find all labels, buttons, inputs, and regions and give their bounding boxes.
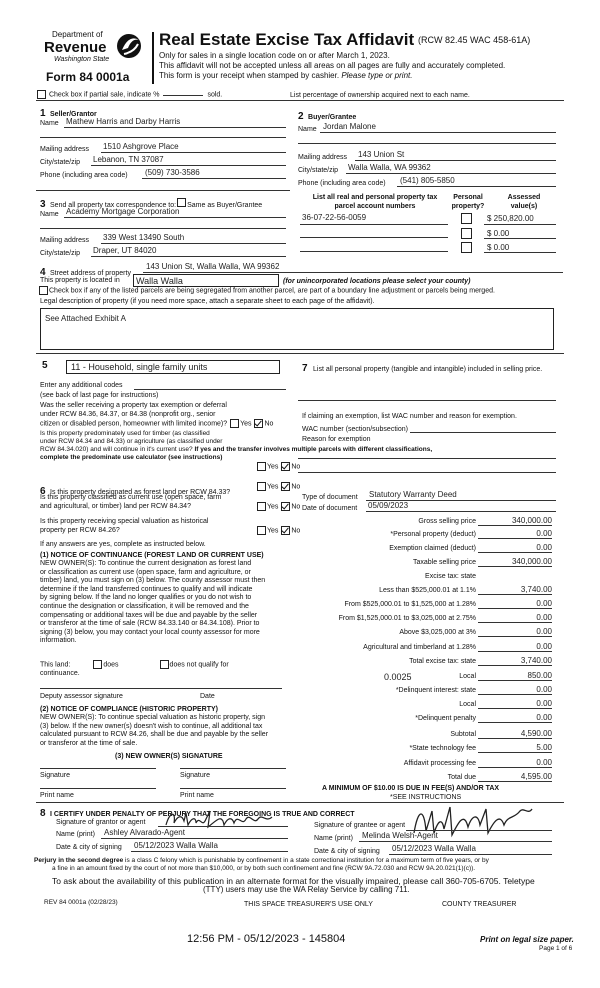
doc-date-field[interactable]: 05/09/2023 — [368, 501, 409, 510]
tax-row-label: Excise tax: state — [425, 573, 476, 580]
revision-label: REV 84 0001a (02/28/23) — [44, 899, 118, 906]
header-divider — [152, 32, 154, 84]
sec5-number: 5 — [42, 360, 48, 371]
grantee-date-field[interactable]: 05/12/2023 Walla Walla — [392, 844, 476, 853]
local-rate-field[interactable]: 0.0025 — [384, 672, 412, 682]
tax-row-underline — [478, 608, 552, 609]
buyer-name-field[interactable]: Jordan Malone — [323, 122, 376, 131]
segregated-row: Check box if any of the listed parcels are being segregated from another parcel, are part of a boundary line adjustment or parcels being merged. — [38, 286, 495, 295]
tax-row-underline — [478, 525, 552, 526]
seller-heading: 1 Seller/Grantor — [40, 108, 97, 119]
assessed-value-header: Assessed value(s) — [507, 194, 541, 210]
corr-address-label: Mailing address — [40, 237, 90, 244]
tax-row-label: *Delinquent penalty — [415, 715, 476, 722]
owner-signature-1-label: Signature — [40, 772, 70, 779]
any-yes-note: If any answers are yes, complete as instructed below. — [40, 541, 206, 548]
tax-row-label: *Personal property (deduct) — [390, 531, 476, 538]
assessed-value-3[interactable]: $ 0.00 — [487, 243, 510, 252]
tax-row-underline — [478, 738, 552, 739]
tax-row-underline — [478, 708, 552, 709]
tax-row-underline — [478, 781, 552, 782]
alternate-format-note: To ask about the availability of this publication in an alternate format for the visually impaired, please call 360-705-6705. Teletype — [52, 876, 535, 886]
street-heading: 4 Street address of property — [40, 267, 131, 278]
buyer-address-label: Mailing address — [298, 154, 348, 161]
historic-question: Is this property receiving special valuation as historical property per RCW 84.26? — [40, 518, 209, 534]
page-number: Page 1 of 6 — [539, 945, 573, 952]
seller-phone-field[interactable]: (509) 730-3586 — [145, 168, 200, 177]
tax-row-label: Taxable selling price — [412, 559, 476, 566]
legal-description-box[interactable]: See Attached Exhibit A — [40, 308, 554, 350]
timber-question: Is this property predominately used for timber (as classified under RCW 84.34 and 84.33) or agriculture (as classified under RCW 84.34.020) and will continue in it's current use? If yes and the transfer involves multiple parcels with different classifications, complete the predominate use calculator (see instructions) — [40, 430, 433, 461]
tax-row-value[interactable]: 340,000.00 — [511, 516, 552, 525]
certify-heading: 8 I CERTIFY UNDER PENALTY OF PERJURY THAT THE FOREGOING IS TRUE AND CORRECT — [40, 808, 355, 819]
ownership-note: List percentage of ownership acquired next to each name. — [290, 92, 470, 99]
see-instructions-note: *SEE INSTRUCTIONS — [390, 794, 462, 801]
deputy-date-label: Date — [200, 693, 215, 700]
seller-name-label: Name — [40, 120, 59, 127]
notice-continuance-text: NEW OWNER(S): To continue the current designation as forest land or classification as current use (open space, farm and agriculture, or timber) land, you must sign on (3) below. The county assessor must then determine if the land transferred continues to qualify and will indicate by signing below. If the land no longer qualifies or you do not wish to continue the designation or classification, it will be removed and the compensating or additional taxes will be due and payable by the seller or transferor at the time of sale (RCW 84.33.140 or 84.34.108). Prior to signing (3) below, you may contact your local county assessor for more information. — [40, 560, 266, 645]
location-select[interactable]: Walla Walla — [133, 274, 279, 287]
dept-line2: Revenue — [44, 39, 107, 56]
forest-question: 6 Is this property designated as forest land per RCW 84.33? — [40, 486, 231, 497]
corr-city-label: City/state/zip — [40, 250, 81, 257]
buyer-city-label: City/state/zip — [298, 167, 339, 174]
seller-city-field[interactable]: Lebanon, TN 37087 — [93, 155, 164, 164]
forest-answer: Yes No — [256, 482, 300, 491]
tax-row-label: *State technology fee — [409, 745, 476, 752]
tax-row-underline — [478, 622, 552, 623]
form-title: Real Estate Excise Tax Affidavit — [159, 30, 415, 49]
legal-size-note: Print on legal size paper. — [480, 935, 574, 944]
seller-address-field[interactable]: 1510 Ashgrove Place — [103, 142, 179, 151]
tax-row-value[interactable]: 0.00 — [536, 599, 552, 608]
tax-row-value[interactable]: 0.00 — [536, 758, 552, 767]
tax-row-label: Less than $525,000.01 at 1.1% — [379, 587, 476, 594]
tax-row-value[interactable]: 0.00 — [536, 685, 552, 694]
grantor-date-field[interactable]: 05/12/2023 Walla Walla — [134, 841, 218, 850]
seller-name-field[interactable]: Mathew Harris and Darby Harris — [66, 117, 181, 126]
notice-continuance-title: (1) NOTICE OF CONTINUANCE (FOREST LAND OR CURRENT USE) — [40, 552, 264, 559]
tax-row-value[interactable]: 4,590.00 — [520, 729, 552, 738]
tax-row-underline — [478, 594, 552, 595]
treasurer-use-label: THIS SPACE TREASURER'S USE ONLY — [244, 901, 373, 908]
tax-row-underline — [478, 767, 552, 768]
historic-yes-checkbox[interactable] — [257, 526, 266, 535]
see-instructions: (see back of last page for instructions) — [40, 392, 159, 399]
timber-no-checkbox[interactable] — [281, 462, 290, 471]
partial-sale-checkbox[interactable] — [37, 90, 46, 99]
owner-print-name-2-label: Print name — [180, 792, 214, 799]
current-use-answer: Yes No — [256, 502, 300, 511]
tax-row-value[interactable]: 0.00 — [536, 699, 552, 708]
location-label: This property is located in — [40, 277, 120, 284]
grantee-name-field[interactable]: Melinda Welsh-Agent — [362, 831, 438, 840]
tax-row-label: Local — [459, 673, 476, 680]
tax-row-underline — [478, 651, 552, 652]
same-as-buyer-checkbox[interactable] — [177, 198, 186, 207]
does-qualify-checkbox[interactable] — [93, 660, 102, 669]
forest-yes-checkbox[interactable] — [257, 482, 266, 491]
tax-row-value[interactable]: 5.00 — [536, 743, 552, 752]
perjury-line2: a fine in an amount fixed by the court of not more than $10,000, or by both such confinement and fine (RCW 9A.72.030 and RCW 9A.20.021(1)(c)). — [52, 865, 476, 872]
segregated-checkbox[interactable] — [39, 286, 48, 295]
buyer-phone-field[interactable]: (541) 805-5850 — [400, 176, 455, 185]
tax-row-value[interactable]: 0.00 — [536, 642, 552, 651]
tty-note: (TTY) users may use the WA Relay Service by calling 711. — [203, 885, 410, 894]
current-use-question: Is this property classified as current use (open space, farm and agricultural, or timber) land per RCW 84.34? — [40, 494, 222, 510]
wac-number-label: WAC number (section/subsection) — [302, 426, 408, 433]
exemption-yes-checkbox[interactable] — [230, 419, 239, 428]
additional-codes-label: Enter any additional codes — [40, 382, 123, 389]
tax-row-value[interactable]: 3,740.00 — [520, 656, 552, 665]
tax-row-underline — [478, 722, 552, 723]
seller-city-label: City/state/zip — [40, 159, 81, 166]
header-line1: Only for sales in a single location code on or after March 1, 2023. — [159, 51, 390, 60]
timber-answer: Yes No — [256, 462, 300, 471]
form-rcw: (RCW 82.45 WAC 458-61A) — [418, 35, 531, 45]
personal-property-checkbox-2[interactable] — [461, 228, 472, 239]
notice-compliance-text: NEW OWNER(S): To continue special valuation as historic property, sign (3) below. If the new owner(s) doesn't wish to continue, all additional tax calculated pursuant to RCW 84.26, shall be due and payable by the seller or transferor at the time of sale. — [40, 714, 269, 747]
tax-row-value[interactable]: 0.00 — [536, 613, 552, 622]
grantee-date-label: Date & city of signing — [314, 848, 380, 855]
street-address-field[interactable]: 143 Union St, Walla Walla, WA 99362 — [146, 262, 280, 271]
tax-row-underline — [478, 552, 552, 553]
doc-type-field[interactable]: Statutory Warranty Deed — [369, 490, 457, 499]
tax-row-value[interactable]: 850.00 — [527, 671, 552, 680]
sec7-number: 7 — [302, 363, 308, 374]
exemption-no-checkbox[interactable] — [254, 419, 263, 428]
seller-address-label: Mailing address — [40, 146, 90, 153]
assessed-value-2[interactable]: $ 0.00 — [487, 229, 510, 238]
buyer-heading: 2 Buyer/Grantee — [298, 111, 357, 122]
tax-row-label: Agricultural and timberland at 1.28% — [363, 644, 476, 651]
county-treasurer-label: COUNTY TREASURER — [442, 901, 517, 908]
tax-row-label: Local — [459, 701, 476, 708]
tax-row-label: Gross selling price — [418, 518, 476, 525]
buyer-name-label: Name — [298, 126, 317, 133]
current-use-no-checkbox[interactable] — [281, 502, 290, 511]
tax-row-underline — [478, 680, 552, 681]
receipt-stamp: 12:56 PM - 05/12/2023 - 145804 — [187, 933, 346, 945]
tax-row-label: *Delinquent interest: state — [395, 687, 476, 694]
tax-row-label: Subtotal — [450, 731, 476, 738]
buyer-address-field[interactable]: 143 Union St — [358, 150, 405, 159]
personal-property-checkbox-1[interactable] — [461, 213, 472, 224]
revenue-swoosh-icon — [114, 30, 144, 62]
grantor-name-label: Name (print) — [56, 831, 95, 838]
tax-row-underline — [478, 636, 552, 637]
tax-row-label: Affidavit processing fee — [403, 760, 476, 767]
tax-row-underline — [478, 538, 552, 539]
tax-row-label: Above $3,025,000 at 3% — [399, 629, 476, 636]
tax-row-value[interactable]: 4,595.00 — [520, 772, 552, 781]
form-number: Form 84 0001a — [46, 70, 130, 84]
personal-property-header: Personal property? — [451, 194, 485, 210]
grantor-signature-label: Signature of grantor or agent — [56, 819, 146, 826]
tax-row-value[interactable]: 0.00 — [536, 627, 552, 636]
notice-compliance-title: (2) NOTICE OF COMPLIANCE (HISTORIC PROPERTY) — [40, 706, 218, 713]
corr-name-label: Name — [40, 211, 59, 218]
header-line2: This affidavit will not be accepted unless all areas on all pages are fully and accurately completed. — [159, 61, 506, 70]
forest-no-checkbox[interactable] — [281, 482, 290, 491]
seller-phone-label: Phone (including area code) — [40, 172, 128, 179]
partial-sale-row: Check box if partial sale, indicate % sold. — [36, 90, 222, 99]
historic-no-checkbox[interactable] — [281, 526, 290, 535]
corr-heading: 3 Send all property tax correspondence to: Same as Buyer/Grantee — [40, 199, 263, 210]
doc-date-label: Date of document — [302, 505, 358, 512]
tax-row-label: Exemption claimed (deduct) — [389, 545, 476, 552]
tax-row-value[interactable]: 340,000.00 — [511, 557, 552, 566]
corr-address-field[interactable]: 339 West 13490 South — [103, 233, 185, 242]
corr-name-field[interactable]: Academy Mortgage Corporation — [66, 207, 180, 216]
personal-property-title: List all personal property (tangible and intangible) included in selling price. — [313, 366, 543, 373]
tax-row-value[interactable]: 0.00 — [536, 543, 552, 552]
dept-line1: Department of — [52, 30, 103, 39]
continuance-label: continuance. — [40, 670, 80, 677]
tax-row-label: From $525,000.01 to $1,525,000 at 1.28% — [344, 601, 476, 608]
parcels-header: List all real and personal property tax parcel account numbers — [312, 194, 438, 210]
tax-row-underline — [478, 566, 552, 567]
tax-row-underline — [478, 694, 552, 695]
current-use-yes-checkbox[interactable] — [257, 502, 266, 511]
location-note: (for unincorporated locations please select your county) — [283, 278, 471, 285]
doc-type-label: Type of document — [302, 494, 358, 501]
timber-yes-checkbox[interactable] — [257, 462, 266, 471]
assessed-value-1[interactable]: $ 250,820.00 — [487, 214, 534, 223]
claim-exemption-label: If claiming an exemption, list WAC number and reason for exemption. — [302, 413, 517, 420]
minimum-due-notice: A MINIMUM OF $10.00 IS DUE IN FEE(S) AND/OR TAX — [322, 785, 500, 792]
tax-row-underline — [478, 752, 552, 753]
personal-property-checkbox-3[interactable] — [461, 242, 472, 253]
buyer-city-field[interactable]: Walla Walla, WA 99362 — [348, 163, 431, 172]
owner-print-name-1-label: Print name — [40, 792, 74, 799]
exemption-question: Was the seller receiving a property tax exemption or deferral under RCW 84.36, 84.37, or 84.38 (nonprofit org., senior citizen or disabled person, homeowner with limited income)? Yes No — [40, 402, 274, 428]
tax-row-value[interactable]: 0.00 — [536, 529, 552, 538]
grantor-name-field[interactable]: Ashley Alvarado-Agent — [104, 828, 185, 837]
new-owner-signature-title: (3) NEW OWNER(S) SIGNATURE — [115, 753, 223, 760]
tax-row-label: From $1,525,000.01 to $3,025,000 at 2.75% — [338, 615, 476, 622]
grantee-name-label: Name (print) — [314, 835, 353, 842]
reason-label: Reason for exemption — [302, 436, 371, 443]
tax-row-value[interactable]: 3,740.00 — [520, 585, 552, 594]
owner-signature-2-label: Signature — [180, 772, 210, 779]
tax-row-underline — [478, 665, 552, 666]
perjury-line1: Perjury in the second degree is a class C felony which is punishable by confinement in a state correctional institution for a maximum term of five years, or by — [34, 857, 489, 864]
land-use-code-select[interactable]: 11 - Household, single family units — [66, 360, 280, 374]
corr-city-field[interactable]: Draper, UT 84020 — [93, 246, 157, 255]
parcel-number-1[interactable]: 36-07-22-56-0059 — [302, 213, 367, 222]
historic-answer: Yes No — [256, 526, 300, 535]
header-line3: This form is your receipt when stamped by cashier. Please type or print. — [159, 71, 413, 80]
deputy-signature-label: Deputy assessor signature — [40, 693, 123, 700]
buyer-phone-label: Phone (including area code) — [298, 180, 386, 187]
does-not-qualify-checkbox[interactable] — [160, 660, 169, 669]
tax-row-value[interactable]: 0.00 — [536, 713, 552, 722]
tax-row-label: Total due — [447, 774, 476, 781]
grantor-date-label: Date & city of signing — [56, 844, 122, 851]
grantee-signature-label: Signature of grantee or agent — [314, 822, 406, 829]
this-land-row: This land: does does not qualify for — [40, 661, 229, 669]
dept-line3: Washington State — [54, 56, 110, 63]
legal-desc-label: Legal description of property (if you need more space, attach a separate sheet to each page of the affidavit). — [40, 298, 375, 305]
tax-row-label: Total excise tax: state — [409, 658, 476, 665]
